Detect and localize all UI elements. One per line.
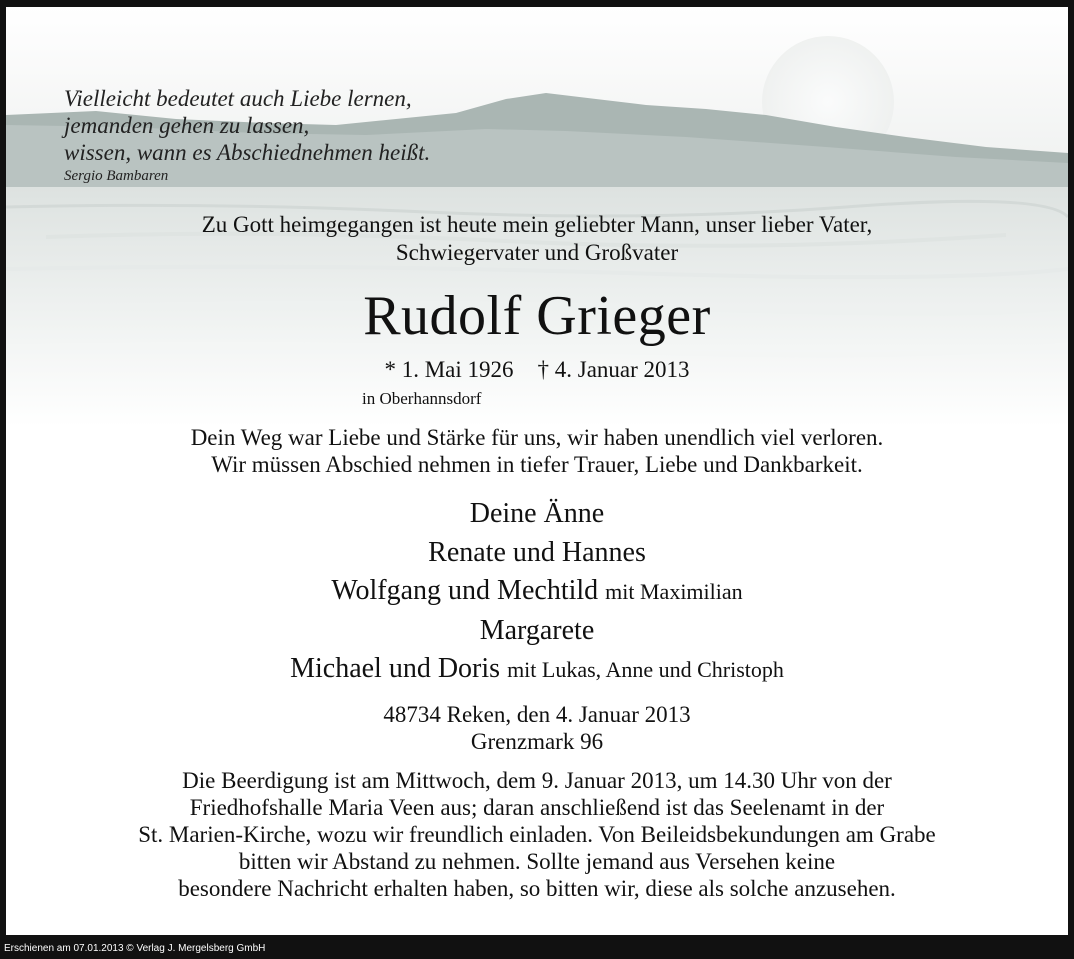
- mourner-extra: mit Lukas, Anne und Christoph: [507, 657, 784, 682]
- funeral-line: Friedhofshalle Maria Veen aus; daran anschließend ist das Seelenamt in der: [189, 795, 885, 820]
- life-dates: [6, 356, 1068, 384]
- publication-footer: Erschienen am 07.01.2013 © Verlag J. Mergelsberg GmbH: [4, 943, 266, 954]
- poem-line: jemanden gehen zu lassen,: [64, 113, 310, 138]
- poem-author: Sergio Bambaren: [64, 168, 169, 184]
- poem-quote: [64, 85, 430, 186]
- mourner-entry: Margarete: [479, 614, 595, 646]
- birth-date: * 1. Mai 1926: [384, 357, 514, 382]
- funeral-line: St. Marien-Kirche, wozu wir freundlich einladen. Von Beileidsbekundungen am Grabe: [138, 822, 936, 847]
- poem-line: wissen, wann es Abschiednehmen heißt.: [64, 140, 431, 165]
- mourner-entry: Deine Änne: [469, 498, 605, 529]
- mourner-entry: Michael und Doris mit Lukas, Anne und Christoph: [290, 653, 784, 684]
- motto-line: Dein Weg war Liebe und Stärke für uns, wir haben unendlich viel verloren.: [190, 425, 884, 450]
- funeral-details: [6, 767, 1068, 902]
- birthplace: in Oberhannsdorf: [362, 389, 482, 408]
- funeral-line: bitten wir Abstand zu nehmen. Sollte jemand aus Versehen keine: [238, 849, 836, 874]
- death-date: † 4. Januar 2013: [537, 357, 690, 382]
- address-block: [6, 701, 1068, 755]
- motto-line: Wir müssen Abschied nehmen in tiefer Trauer, Liebe und Dankbarkeit.: [211, 452, 863, 477]
- funeral-line: besondere Nachricht erhalten haben, so bitten wir, diese als solche anzusehen.: [178, 876, 896, 901]
- intro-line: Schwiegervater und Großvater: [395, 240, 679, 265]
- intro-text: [6, 211, 1068, 267]
- place-date: 48734 Reken, den 4. Januar 2013: [383, 702, 691, 727]
- motto-text: [6, 424, 1068, 478]
- mourner-entry: Renate und Hannes: [428, 536, 646, 568]
- mourners-list: [6, 495, 1068, 690]
- deceased-name: Rudolf Grieger: [363, 285, 711, 347]
- mourner-extra: mit Maximilian: [605, 579, 743, 604]
- intro-line: Zu Gott heimgegangen ist heute mein geliebter Mann, unser lieber Vater,: [201, 212, 873, 237]
- mourner-entry: Wolfgang und Mechtild mit Maximilian: [331, 575, 743, 606]
- funeral-line: Die Beerdigung ist am Mittwoch, dem 9. Januar 2013, um 14.30 Uhr von der: [182, 768, 892, 793]
- poem-line: Vielleicht bedeutet auch Liebe lernen,: [64, 86, 412, 111]
- obituary-notice: [6, 7, 1068, 935]
- street: Grenzmark 96: [470, 729, 604, 754]
